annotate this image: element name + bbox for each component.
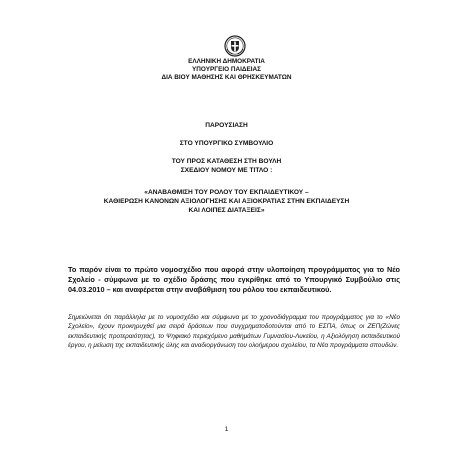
title-line-3: ΤΟΥ ΠΡΟΣ ΚΑΤΑΘΕΣΗ ΣΤΗ ΒΟΥΛΗ <box>171 158 282 165</box>
coat-of-arms-emblem <box>224 35 246 57</box>
page-number: 1 <box>224 426 229 433</box>
title-line-4: ΣΧΕΔΙΟΥ ΝΟΜΟΥ ΜΕ ΤΙΤΛΟ : <box>180 167 273 174</box>
title-line-2: ΣΤΟ ΥΠΟΥΡΓΙΚΟ ΣΥΜΒΟΥΛΙΟ <box>179 140 274 147</box>
title-line-1: ΠΑΡΟΥΣΙΑΣΗ <box>205 122 248 129</box>
bill-title-line-2: ΚΑΘΙΕΡΩΣΗ ΚΑΝΟΝΩΝ ΑΞΙΟΛΟΓΗΣΗΣ ΚΑΙ ΑΞΙΟΚΡΑΤΙΑΣ ΣΤΗΝ ΕΚΠΑΙΔΕΥΣΗ <box>103 198 350 205</box>
intro-paragraph: Το παρόν είναι το πρώτο νομοσχέδιο που αφορά στην υλοποίηση προγράμματος για το Νέο Σχολείο - σύμφωνα με το σχέδιο δράσης που εγκρίθηκε από το Υπουργικό Συμβούλιο στις 04.03.2010 – και αναφέρεται στην αναβάθμιση του ρόλου του εκπαιδευτικού. <box>68 265 400 294</box>
note-paragraph: Σημειώνεται ότι παράλληλα με το νομοσχέδιο και σύμφωνα με το χρονοδιάγραμμα του προγράμματος για το «Νέο Σχολείο», έχουν προκηρυχθεί μια σειρά δράσεων που συγχρηματοδοτούνται από το ΕΣΠΑ, όπως οι ΖΕΠ(Ζώνες εκπαιδευτικής προτεραιότητας), το Ψηφιακό περιεχόμενο μαθημάτων Γυμνασίου-Λυκείου, η Αξιολόγηση εκπαιδευτικού έργου, η μείωση της εκπαιδευτικής ύλης και αναδιοργάνωση του ολοήμερου σχολείου, τα Νέα προγράμματα σπουδών. <box>68 314 400 349</box>
header-line-1: ΕΛΛΗΝΙΚΗ ΔΗΜΟΚΡΑΤΙΑ <box>188 58 265 65</box>
bill-title-line-1: «ΑΝΑΒΑΘΜΙΣΗ ΤΟΥ ΡΟΛΟΥ ΤΟΥ ΕΚΠΑΙΔΕΥΤΙΚΟΥ – <box>144 189 309 196</box>
header-line-2: ΥΠΟΥΡΓΕΙΟ ΠΑΙΔΕΙΑΣ <box>192 66 261 73</box>
bill-title-line-3: ΚΑΙ ΛΟΙΠΕΣ ΔΙΑΤΑΞΕΙΣ» <box>188 207 265 214</box>
header-line-3: ΔΙΑ ΒΙΟΥ ΜΑΘΗΣΗΣ ΚΑΙ ΘΡΗΣΚΕΥΜΑΤΩΝ <box>161 74 292 81</box>
